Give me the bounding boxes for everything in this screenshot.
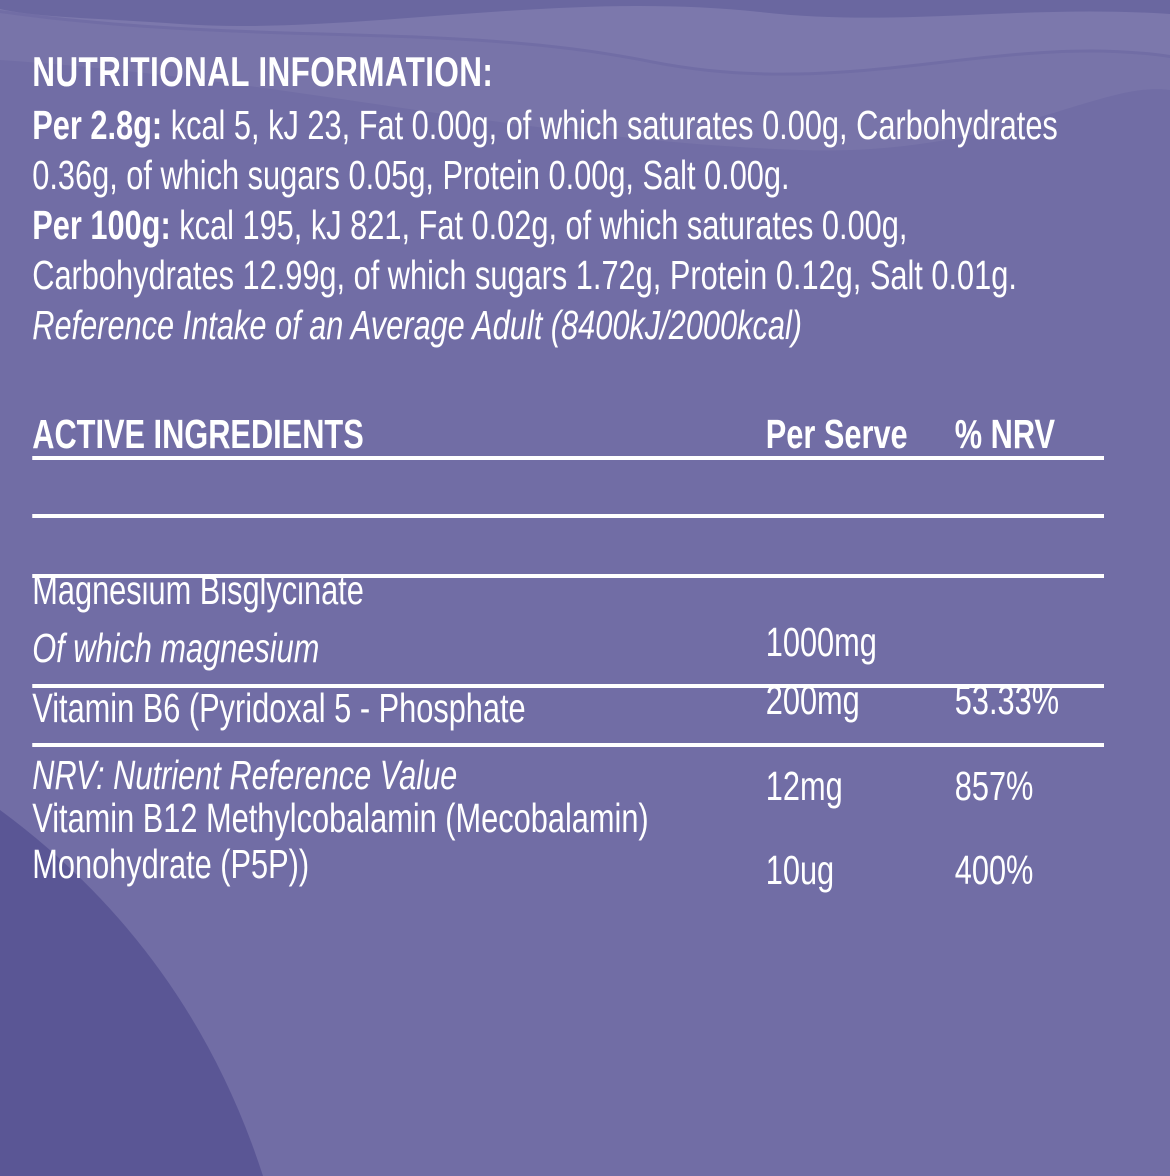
header-percent-nrv: % NRV: [954, 411, 1056, 457]
nutrition-line: [32, 100, 1170, 150]
ingredient-per-serve: 200mg: [765, 677, 860, 723]
nutrition-line-bold: Per 100g:: [32, 202, 171, 248]
ingredient-name: [32, 688, 766, 1052]
ingredient-per-serve: 12mg: [765, 763, 843, 809]
nutrition-line-text: kcal 195, kJ 821, Fat 0.02g, of which saturates 0.00g,: [170, 202, 908, 248]
ingredient-name-line: Of which magnesium: [32, 625, 320, 671]
active-ingredients-table: [32, 408, 1104, 893]
ingredient-nrv: 400%: [954, 847, 1034, 893]
ingredient-name-line: Vitamin B6 (Pyridoxal 5 - Phosphate: [32, 685, 526, 731]
reference-intake-note: [32, 300, 1170, 350]
nutrition-line-text: 0.36g, of which sugars 0.05g, Protein 0.00g, Salt 0.00g.: [32, 152, 790, 198]
ingredient-per-serve: 10ug: [765, 847, 835, 893]
ingredient-nrv: 857%: [954, 763, 1034, 809]
header-active-ingredients: ACTIVE INGREDIENTS: [32, 411, 364, 457]
nutrition-line-text: Carbohydrates 12.99g, of which sugars 1.72g, Protein 0.12g, Salt 0.01g.: [32, 252, 1017, 298]
nutrition-line: [32, 250, 1170, 300]
nutrition-line-bold: Per 2.8g:: [32, 102, 163, 148]
nrv-footnote: NRV: Nutrient Reference Value: [32, 752, 458, 798]
ingredient-nrv: 53.33%: [954, 677, 1060, 723]
nutrition-line-text: kcal 5, kJ 23, Fat 0.00g, of which saturates 0.00g, Carbohydrates: [162, 102, 1058, 148]
ingredient-name-line: Vitamin B12 Methylcobalamin (Mecobalamin): [32, 795, 649, 841]
nutrition-title: NUTRITIONAL INFORMATION:: [32, 48, 494, 95]
ingredient-per-serve: 1000mg: [765, 619, 877, 665]
ingredient-name-line: Magnesium Bisglycinate: [32, 567, 364, 613]
nutrition-text-block: [32, 100, 1170, 350]
nutrition-line: [32, 200, 1170, 250]
nutrition-line: [32, 150, 1170, 200]
nutrition-line-text: Reference Intake of an Average Adult (8400kJ/2000kcal): [32, 302, 803, 348]
ingredient-name-line: Monohydrate (P5P)): [32, 841, 310, 887]
header-per-serve: Per Serve: [765, 411, 908, 457]
table-header-row: [32, 408, 1104, 460]
